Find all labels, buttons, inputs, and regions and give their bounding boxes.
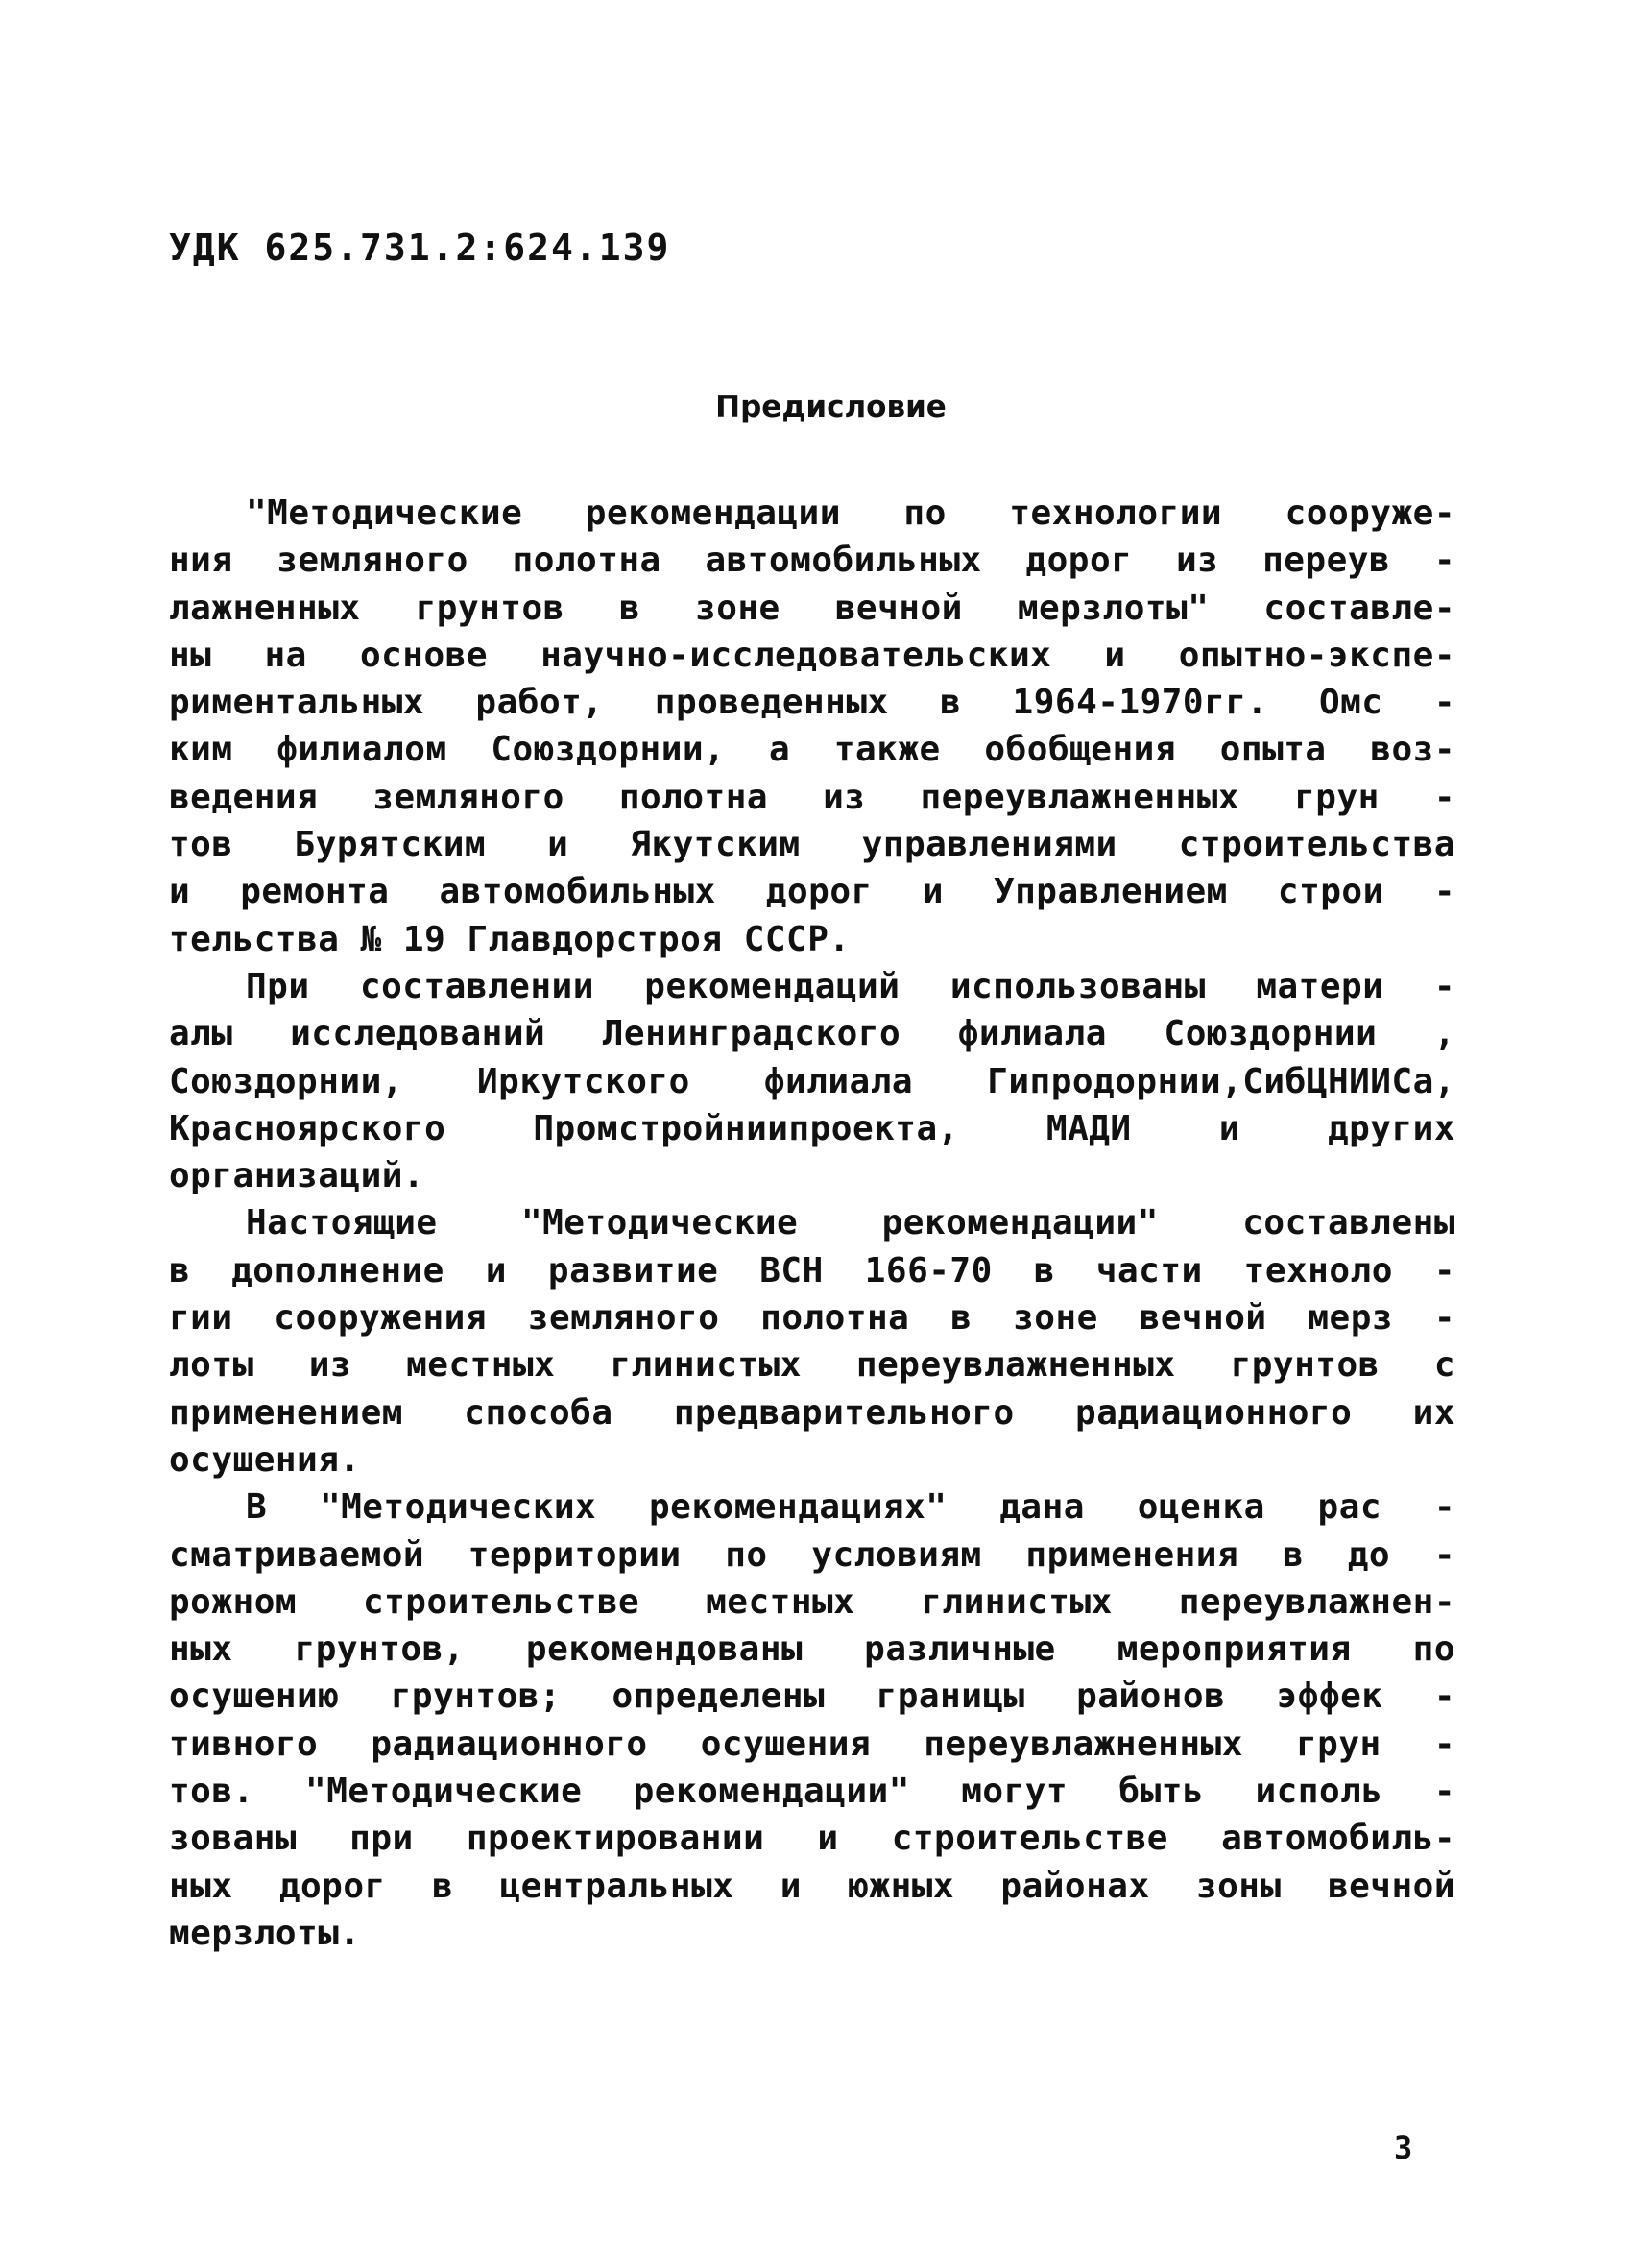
paragraph-3 <box>169 1199 1455 1484</box>
text-line: рожном строительстве местных глинистых переувлажнен- <box>169 1581 1455 1622</box>
text-line: осушения. <box>169 1439 361 1480</box>
text-line: Настоящие "Методические рекомендации" составлены <box>246 1203 1455 1243</box>
text-line: ведения земляного полотна из переувлажненных грун - <box>169 777 1455 817</box>
text-line: риментальных работ, проведенных в 1964-1970гг. Омс - <box>169 683 1455 723</box>
text-line: сматриваемой территории по условиям применения в до - <box>169 1534 1455 1575</box>
text-line: Союздорнии, Иркутского филиала Гипродорнии,СибЦНИИСа, <box>169 1061 1455 1101</box>
text-line: При составлении рекомендаций использованы матери - <box>246 966 1455 1006</box>
body-text <box>169 490 1455 1957</box>
text-line: в дополнение и развитие ВСН 166-70 в части техноло - <box>169 1250 1455 1291</box>
text-line: Красноярского Промстройниипроекта, МАДИ и других <box>169 1108 1455 1148</box>
paragraph-2 <box>169 963 1455 1199</box>
text-line: тельства № 19 Главдорстроя СССР. <box>169 919 851 959</box>
text-line: гии сооружения земляного полотна в зоне вечной мерз - <box>169 1298 1455 1339</box>
text-line: лоты из местных глинистых переувлажненных грунтов с <box>169 1345 1455 1386</box>
text-line: осушению грунтов; определены границы районов эффек - <box>169 1677 1455 1717</box>
text-line: "Методические рекомендации по технологии сооруже- <box>246 494 1455 533</box>
paragraph-1 <box>169 490 1455 963</box>
paragraph-4 <box>169 1484 1455 1957</box>
text-line: тов. "Методические рекомендации" могут быть исполь - <box>169 1772 1455 1812</box>
udc-code: УДК 625.731.2:624.139 <box>169 227 671 269</box>
text-line: тов Бурятским и Якутским управлениями строительства <box>169 825 1455 865</box>
page-number: 3 <box>1394 2130 1413 2166</box>
text-line: В "Методических рекомендациях" дана оценка рас - <box>246 1487 1455 1528</box>
text-line: ны на основе научно-исследовательских и опытно-экспе- <box>169 635 1455 675</box>
text-line: тивного радиационного осушения переувлажненных грун - <box>169 1724 1455 1764</box>
text-line: ных дорог в центральных и южных районах зоны вечной <box>169 1866 1455 1906</box>
text-line: и ремонта автомобильных дорог и Управлением строи - <box>169 872 1455 912</box>
text-line: ким филиалом Союздорнии, а также обобщения опыта воз- <box>169 730 1455 770</box>
text-line: лажненных грунтов в зоне вечной мерзлоты" составле- <box>169 588 1455 628</box>
text-line: зованы при проектировании и строительстве автомобиль- <box>169 1819 1455 1859</box>
text-line: организаций. <box>169 1156 425 1196</box>
text-line: применением способа предварительного радиационного их <box>169 1392 1455 1433</box>
text-line: ных грунтов, рекомендованы различные мероприятия по <box>169 1629 1455 1670</box>
page-title: Предисловие <box>715 390 947 424</box>
text-line: алы исследований Ленинградского филиала Союздорнии , <box>169 1014 1455 1054</box>
text-line: мерзлоты. <box>169 1913 361 1953</box>
text-line: ния земляного полотна автомобильных дорог из переув - <box>169 541 1455 581</box>
